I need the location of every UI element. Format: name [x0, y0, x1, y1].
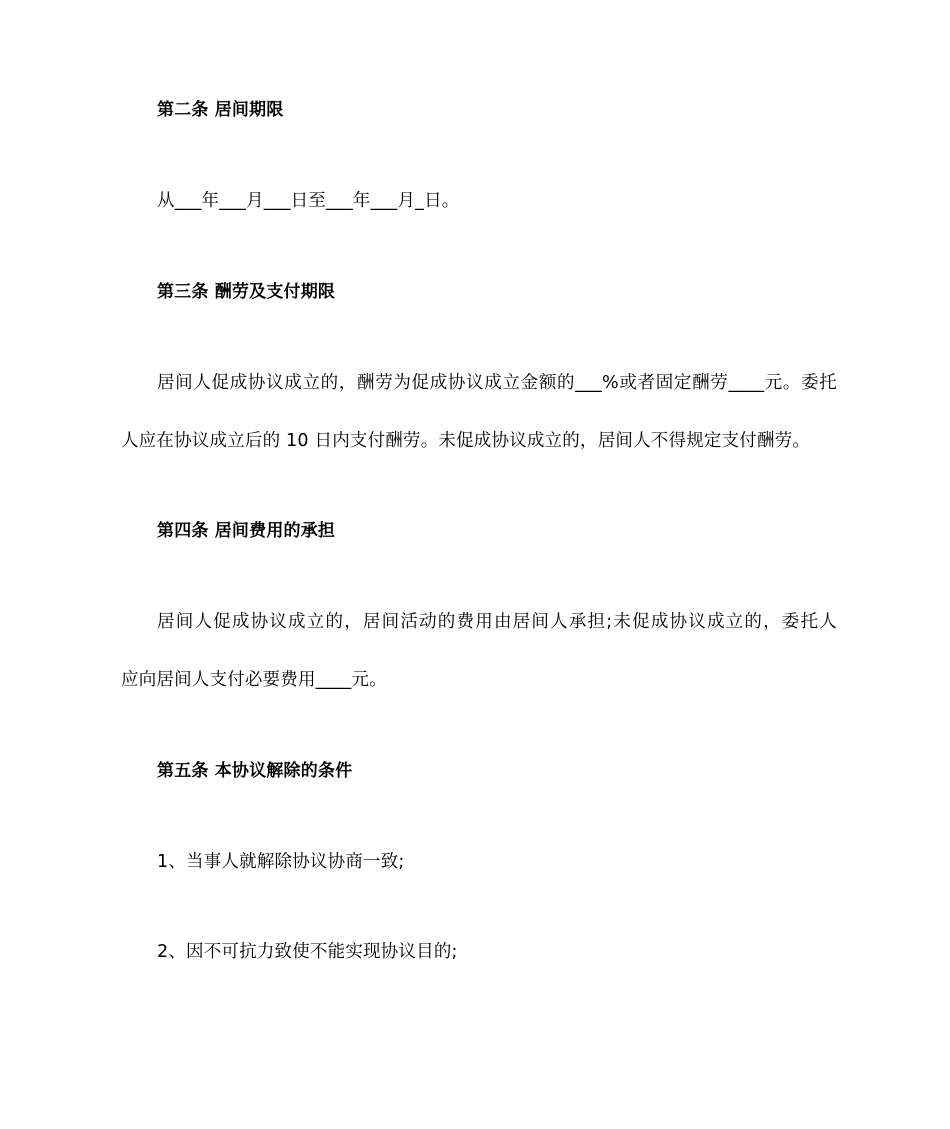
article-2-heading: 第二条 居间期限 — [157, 100, 284, 120]
article-4-body-line-1: 居间人促成协议成立的，居间活动的费用由居间人承担;未促成协议成立的，委托人 — [157, 612, 837, 632]
article-5-item-1: 1、当事人就解除协议协商一致; — [157, 852, 405, 872]
article-3-body-line-2: 人应在协议成立后的 10 日内支付酬劳。未促成协议成立的，居间人不得规定支付酬劳。 — [121, 431, 811, 451]
article-5-heading: 第五条 本协议解除的条件 — [157, 761, 353, 781]
article-4-body-line-2: 应向居间人支付必要费用____元。 — [121, 670, 387, 690]
article-2-body: 从___年___月___日至___年___月_日。 — [157, 191, 460, 211]
article-3-heading: 第三条 酬劳及支付期限 — [157, 282, 336, 302]
article-3-body-line-1: 居间人促成协议成立的，酬劳为促成协议成立金额的___%或者固定酬劳____元。委托 — [157, 373, 837, 393]
article-4-heading: 第四条 居间费用的承担 — [157, 521, 336, 541]
article-5-item-2: 2、因不可抗力致使不能实现协议目的; — [157, 942, 458, 962]
